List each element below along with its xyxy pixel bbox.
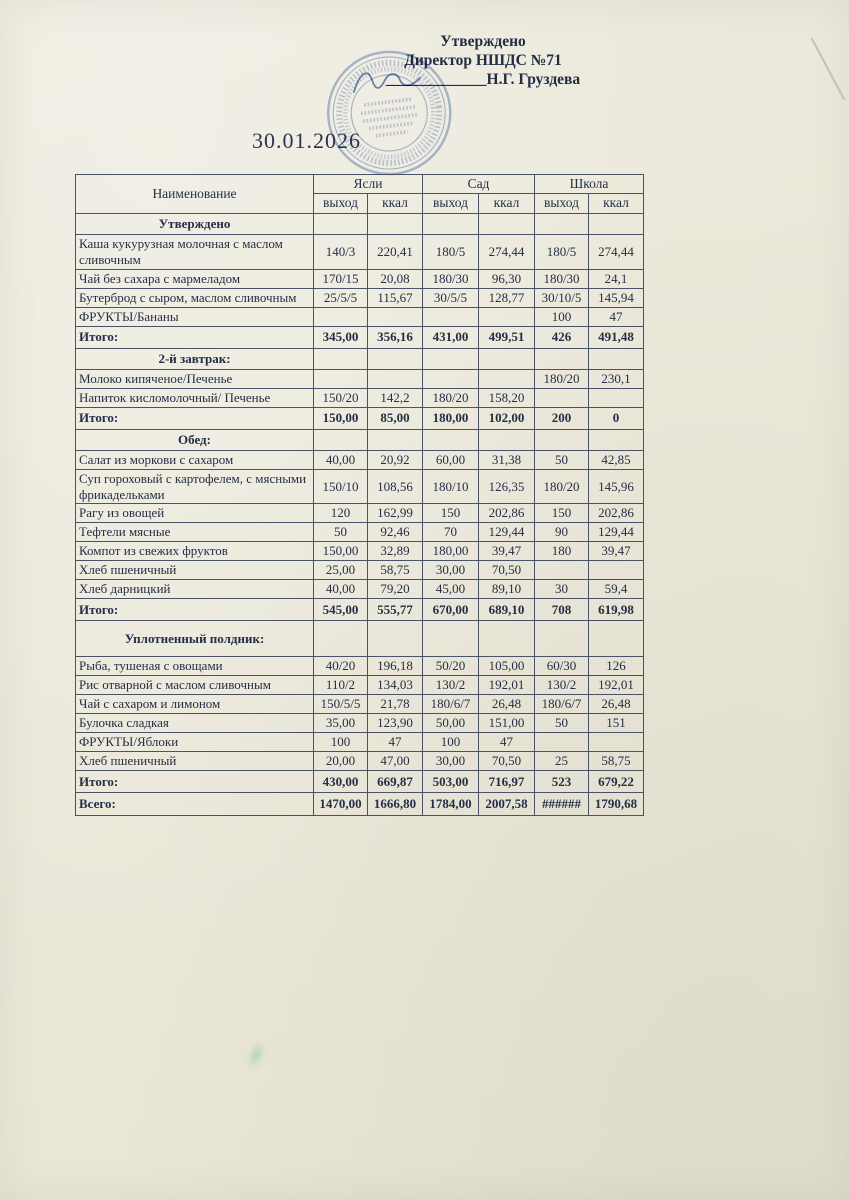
table-row (76, 676, 644, 695)
row-value: 140/3 (314, 234, 368, 269)
row-name: Бутерброд с сыром, маслом сливочным (76, 288, 314, 307)
row-value: 151 (589, 714, 644, 733)
row-value: 30 (535, 580, 589, 599)
row-value: 230,1 (589, 369, 644, 388)
row-value (479, 429, 535, 450)
row-value (423, 348, 479, 369)
row-value: 25/5/5 (314, 288, 368, 307)
row-value: 491,48 (589, 326, 644, 348)
row-value: 150 (535, 504, 589, 523)
row-value: 426 (535, 326, 589, 348)
table-row (76, 599, 644, 621)
row-name: Молоко кипяченое/Печенье (76, 369, 314, 388)
row-value: 670,00 (423, 599, 479, 621)
row-value (535, 348, 589, 369)
document-date: 30.01.2026 (252, 128, 361, 153)
row-value: 60/30 (535, 657, 589, 676)
row-value: 1470,00 (314, 793, 368, 816)
table-row (76, 388, 644, 407)
row-name: Чай без сахара с мармеладом (76, 269, 314, 288)
section-row (76, 429, 644, 450)
row-value (479, 369, 535, 388)
row-value: 150,00 (314, 407, 368, 429)
row-value (589, 561, 644, 580)
row-name: Компот из свежих фруктов (76, 542, 314, 561)
row-value: 100 (423, 733, 479, 752)
group-header-yasli: Ясли (314, 175, 423, 194)
row-value: 151,00 (479, 714, 535, 733)
row-value: 89,10 (479, 580, 535, 599)
row-value: 26,48 (479, 695, 535, 714)
row-value (479, 307, 535, 326)
table-row (76, 752, 644, 771)
row-value: 50 (535, 450, 589, 469)
table-row (76, 793, 644, 816)
row-name: Итого: (76, 407, 314, 429)
row-name: Тефтели мясные (76, 523, 314, 542)
row-value: 142,2 (368, 388, 423, 407)
table-row (76, 369, 644, 388)
row-value: 180 (535, 542, 589, 561)
row-value: 105,00 (479, 657, 535, 676)
signature-underscores: _____________ (385, 71, 487, 88)
row-value: 431,00 (423, 326, 479, 348)
row-value (423, 307, 479, 326)
row-value: 130/2 (423, 676, 479, 695)
table-row (76, 561, 644, 580)
table-row (76, 714, 644, 733)
row-value: 30,00 (423, 561, 479, 580)
row-value: 30,00 (423, 752, 479, 771)
menu-table-header (76, 175, 644, 214)
row-value (368, 429, 423, 450)
row-value: 45,00 (423, 580, 479, 599)
subcolumn-header: ккал (479, 194, 535, 213)
row-value: 100 (314, 733, 368, 752)
approval-director: Директор НШДС №71 (404, 52, 562, 69)
row-value (368, 307, 423, 326)
row-value (314, 621, 368, 657)
row-name: 2-й завтрак: (76, 348, 314, 369)
table-row (76, 542, 644, 561)
table-row (76, 504, 644, 523)
row-value: 58,75 (368, 561, 423, 580)
row-value (314, 213, 368, 234)
row-name: ФРУКТЫ/Яблоки (76, 733, 314, 752)
row-value: 196,18 (368, 657, 423, 676)
table-row (76, 657, 644, 676)
row-value: 102,00 (479, 407, 535, 429)
row-value: 145,94 (589, 288, 644, 307)
row-value (423, 429, 479, 450)
row-value (589, 733, 644, 752)
row-value (423, 621, 479, 657)
row-value (535, 561, 589, 580)
table-row (76, 288, 644, 307)
group-header-shkola: Школа (535, 175, 644, 194)
row-value: 180/5 (535, 234, 589, 269)
row-value: 619,98 (589, 599, 644, 621)
row-value: 158,20 (479, 388, 535, 407)
row-value (368, 348, 423, 369)
table-row (76, 407, 644, 429)
row-value: 96,30 (479, 269, 535, 288)
row-value: 92,46 (368, 523, 423, 542)
row-value (423, 369, 479, 388)
row-value: 356,16 (368, 326, 423, 348)
row-value: 100 (535, 307, 589, 326)
row-name: Обед: (76, 429, 314, 450)
row-value: 0 (589, 407, 644, 429)
row-value: ###### (535, 793, 589, 816)
group-header-sad: Сад (423, 175, 535, 194)
section-row (76, 348, 644, 369)
row-value: 26,48 (589, 695, 644, 714)
row-value: 128,77 (479, 288, 535, 307)
table-row (76, 469, 644, 504)
row-value (368, 213, 423, 234)
scan-smudge (243, 1038, 268, 1072)
table-row (76, 523, 644, 542)
row-value: 180/20 (423, 388, 479, 407)
row-value: 20,08 (368, 269, 423, 288)
row-value: 25,00 (314, 561, 368, 580)
row-name: Булочка сладкая (76, 714, 314, 733)
subcolumn-header: выход (535, 194, 589, 213)
row-value (479, 213, 535, 234)
row-value: 21,78 (368, 695, 423, 714)
table-row (76, 771, 644, 793)
row-value (589, 348, 644, 369)
row-value: 79,20 (368, 580, 423, 599)
row-value: 274,44 (589, 234, 644, 269)
row-value: 2007,58 (479, 793, 535, 816)
row-value: 1790,68 (589, 793, 644, 816)
name-column-header: Наименование (76, 175, 314, 214)
table-row (76, 326, 644, 348)
row-value: 50 (535, 714, 589, 733)
table-row (76, 307, 644, 326)
row-value: 30/5/5 (423, 288, 479, 307)
row-value: 180/5 (423, 234, 479, 269)
row-value: 30/10/5 (535, 288, 589, 307)
row-value (368, 621, 423, 657)
row-name: Итого: (76, 326, 314, 348)
subcolumn-header: выход (314, 194, 368, 213)
row-value: 50,00 (423, 714, 479, 733)
row-value: 25 (535, 752, 589, 771)
row-name: Суп гороховый с картофелем, с мясными фрикадельками (76, 469, 314, 504)
approval-title: Утверждено (440, 33, 526, 50)
row-name: Рис отварной с маслом сливочным (76, 676, 314, 695)
row-value: 129,44 (589, 523, 644, 542)
row-value: 274,44 (479, 234, 535, 269)
signature-name: Н.Г. Груздева (486, 71, 581, 88)
section-row (76, 213, 644, 234)
row-value: 150 (423, 504, 479, 523)
subcolumn-header: выход (423, 194, 479, 213)
row-value: 47 (368, 733, 423, 752)
row-value: 20,00 (314, 752, 368, 771)
row-value (535, 213, 589, 234)
row-value (535, 733, 589, 752)
menu-table-body (76, 213, 644, 815)
row-value: 345,00 (314, 326, 368, 348)
approval-block (318, 32, 648, 89)
row-value: 42,85 (589, 450, 644, 469)
table-row (76, 450, 644, 469)
row-value (423, 213, 479, 234)
row-value: 180/20 (535, 369, 589, 388)
row-value: 180/10 (423, 469, 479, 504)
row-name: Утверждено (76, 213, 314, 234)
row-value (314, 369, 368, 388)
row-value: 523 (535, 771, 589, 793)
row-value (535, 621, 589, 657)
row-value: 150,00 (314, 542, 368, 561)
row-value (535, 429, 589, 450)
row-value: 47 (479, 733, 535, 752)
row-name: Итого: (76, 771, 314, 793)
row-value: 202,86 (589, 504, 644, 523)
row-value: 20,92 (368, 450, 423, 469)
row-value: 180,00 (423, 407, 479, 429)
row-value: 555,77 (368, 599, 423, 621)
row-value: 126 (589, 657, 644, 676)
row-value: 39,47 (479, 542, 535, 561)
row-value: 192,01 (479, 676, 535, 695)
row-value: 50/20 (423, 657, 479, 676)
row-value: 708 (535, 599, 589, 621)
row-value (314, 429, 368, 450)
row-value: 90 (535, 523, 589, 542)
section-row (76, 621, 644, 657)
row-value: 70,50 (479, 752, 535, 771)
table-row (76, 695, 644, 714)
row-value: 150/5/5 (314, 695, 368, 714)
row-value: 1784,00 (423, 793, 479, 816)
row-value (589, 388, 644, 407)
row-value: 39,47 (589, 542, 644, 561)
row-value: 129,44 (479, 523, 535, 542)
row-value (589, 213, 644, 234)
row-value: 58,75 (589, 752, 644, 771)
row-value: 126,35 (479, 469, 535, 504)
row-value: 150/20 (314, 388, 368, 407)
row-value: 499,51 (479, 326, 535, 348)
row-value: 120 (314, 504, 368, 523)
row-name: Рагу из овощей (76, 504, 314, 523)
table-row (76, 269, 644, 288)
row-value: 430,00 (314, 771, 368, 793)
row-value: 180/20 (535, 469, 589, 504)
row-value: 689,10 (479, 599, 535, 621)
row-value: 70 (423, 523, 479, 542)
row-value: 60,00 (423, 450, 479, 469)
row-name: Всего: (76, 793, 314, 816)
row-value: 170/15 (314, 269, 368, 288)
row-value (479, 348, 535, 369)
row-value: 545,00 (314, 599, 368, 621)
row-name: Напиток кисломолочный/ Печенье (76, 388, 314, 407)
row-value: 40/20 (314, 657, 368, 676)
row-value: 180/6/7 (423, 695, 479, 714)
row-value: 200 (535, 407, 589, 429)
row-value (314, 307, 368, 326)
subcolumn-header: ккал (589, 194, 644, 213)
table-row (76, 733, 644, 752)
row-value (479, 621, 535, 657)
row-value: 85,00 (368, 407, 423, 429)
row-value (368, 369, 423, 388)
row-name: Уплотненный полдник: (76, 621, 314, 657)
row-value: 110/2 (314, 676, 368, 695)
row-value: 47,00 (368, 752, 423, 771)
row-name: Салат из моркови с сахаром (76, 450, 314, 469)
row-name: Хлеб дарницкий (76, 580, 314, 599)
row-value: 180/30 (535, 269, 589, 288)
row-value: 669,87 (368, 771, 423, 793)
row-value: 202,86 (479, 504, 535, 523)
row-value: 503,00 (423, 771, 479, 793)
row-value: 123,90 (368, 714, 423, 733)
row-value (535, 388, 589, 407)
row-value: 40,00 (314, 450, 368, 469)
table-row (76, 580, 644, 599)
row-value: 679,22 (589, 771, 644, 793)
row-name: Хлеб пшеничный (76, 561, 314, 580)
row-value: 108,56 (368, 469, 423, 504)
subcolumn-header: ккал (368, 194, 423, 213)
row-value: 192,01 (589, 676, 644, 695)
row-value: 145,96 (589, 469, 644, 504)
row-value: 180/6/7 (535, 695, 589, 714)
row-value: 134,03 (368, 676, 423, 695)
row-name: ФРУКТЫ/Бананы (76, 307, 314, 326)
row-value: 162,99 (368, 504, 423, 523)
row-value: 180/30 (423, 269, 479, 288)
row-value: 70,50 (479, 561, 535, 580)
row-value: 180,00 (423, 542, 479, 561)
scan-artifact-line (811, 38, 846, 101)
row-name: Итого: (76, 599, 314, 621)
row-value: 1666,80 (368, 793, 423, 816)
row-value: 31,38 (479, 450, 535, 469)
row-value: 47 (589, 307, 644, 326)
row-value: 115,67 (368, 288, 423, 307)
row-value: 40,00 (314, 580, 368, 599)
table-row (76, 234, 644, 269)
row-value: 716,97 (479, 771, 535, 793)
menu-table (75, 174, 644, 816)
row-name: Чай с сахаром и лимоном (76, 695, 314, 714)
row-name: Рыба, тушеная с овощами (76, 657, 314, 676)
row-value: 130/2 (535, 676, 589, 695)
row-name: Каша кукурузная молочная с маслом сливочным (76, 234, 314, 269)
row-value: 32,89 (368, 542, 423, 561)
row-value: 35,00 (314, 714, 368, 733)
row-value: 59,4 (589, 580, 644, 599)
row-value (589, 621, 644, 657)
row-value: 24,1 (589, 269, 644, 288)
signature-line (318, 70, 648, 89)
row-name: Хлеб пшеничный (76, 752, 314, 771)
row-value (589, 429, 644, 450)
row-value: 150/10 (314, 469, 368, 504)
row-value (314, 348, 368, 369)
row-value: 220,41 (368, 234, 423, 269)
row-value: 50 (314, 523, 368, 542)
